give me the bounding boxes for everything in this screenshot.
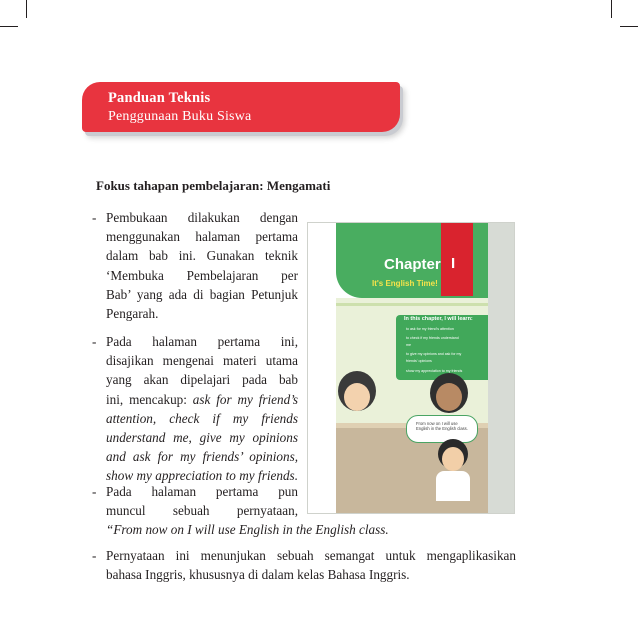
text-line-italic: “From now on I will use English in the English class.: [106, 522, 389, 538]
focus-heading: Fokus tahapan pembelajaran: Mengamati: [96, 178, 331, 193]
paragraph-3: [92, 482, 389, 540]
speech-line: From now on I will use: [416, 421, 458, 426]
bullet-dash: -: [92, 548, 97, 563]
text-line: muncul sebuah pernyataan,: [106, 503, 298, 519]
crop-mark: [0, 26, 18, 27]
learning-goal-item: to ask for my friend's attention: [406, 327, 454, 331]
text-line: Pada halaman pertama pun: [106, 484, 298, 499]
paragraph-4: [92, 546, 516, 584]
chapter-label: Chapter: [384, 256, 441, 273]
header-title: Panduan Teknis: [108, 90, 211, 106]
bullet-dash: -: [92, 210, 97, 225]
text-fragment-italic: ask for my friend’s: [192, 391, 299, 407]
crop-mark: [620, 26, 638, 27]
text-line: dalam bab ini. Gunakan teknik: [106, 248, 298, 264]
text-line: disajikan mengenai materi utama: [106, 353, 298, 369]
speech-bubble-text: [416, 421, 468, 431]
section-header-tab: [82, 82, 400, 132]
student-boy-face: [436, 383, 462, 411]
paragraph-2: [92, 332, 299, 486]
crop-mark: [611, 0, 612, 18]
chapter-subtitle: It's English Time!: [372, 279, 438, 288]
decor-stripe: [336, 303, 488, 306]
text-line: Pengarah.: [106, 306, 159, 322]
learning-goal-item: to check if my friends understand: [406, 336, 459, 340]
text-line: [106, 390, 298, 409]
learning-goals-title: In this chapter, I will learn:: [404, 316, 473, 322]
crop-mark: [26, 0, 27, 18]
learning-goal-item: friends' opinions: [406, 359, 432, 363]
speech-line: English in the English class.: [416, 426, 468, 431]
learning-goal-item: me: [406, 343, 411, 347]
chapter-illustration: [307, 222, 515, 514]
text-line: bahasa Inggris, khususnya di dalam kelas Bahasa Inggris.: [106, 567, 410, 583]
text-line-italic: attention, check if my friends: [106, 410, 298, 426]
text-line-italic: understand me, give my opinions: [106, 430, 298, 446]
learning-goal-item: show my appreciation to my friends: [406, 369, 463, 373]
text-line: Pada halaman pertama ini,: [106, 334, 298, 349]
student-center-shirt: [436, 471, 470, 501]
text-line: menggunakan halaman pertama: [106, 229, 298, 245]
text-line-italic: and ask for my friends’ opinions,: [106, 449, 298, 465]
student-girl-face: [344, 383, 370, 411]
text-line: Pembukaan dilakukan dengan: [106, 210, 298, 225]
text-line-italic: show my appreciation to my friends.: [106, 468, 298, 484]
paragraph-1: [92, 208, 298, 323]
header-subtitle: Penggunaan Buku Siswa: [108, 109, 252, 124]
student-center-face: [442, 447, 464, 471]
page-edge-bar: [488, 223, 514, 513]
bullet-dash: -: [92, 484, 97, 499]
text-line: ‘Membuka Pembelajaran per: [106, 267, 298, 283]
chapter-ribbon: [441, 223, 473, 296]
text-line: yang akan dipelajari pada bab: [106, 372, 298, 388]
text-line: Bab’ yang ada di bagian Petunjuk: [106, 286, 298, 302]
chapter-number: I: [451, 255, 456, 272]
text-line: Pernyataan ini menunjukan sebuah semangat untuk mengaplikasikan: [106, 548, 516, 563]
text-fragment: ini, mencakup:: [106, 391, 187, 407]
bullet-dash: -: [92, 334, 97, 349]
learning-goal-item: to give my opinions and ask for my: [406, 352, 462, 356]
